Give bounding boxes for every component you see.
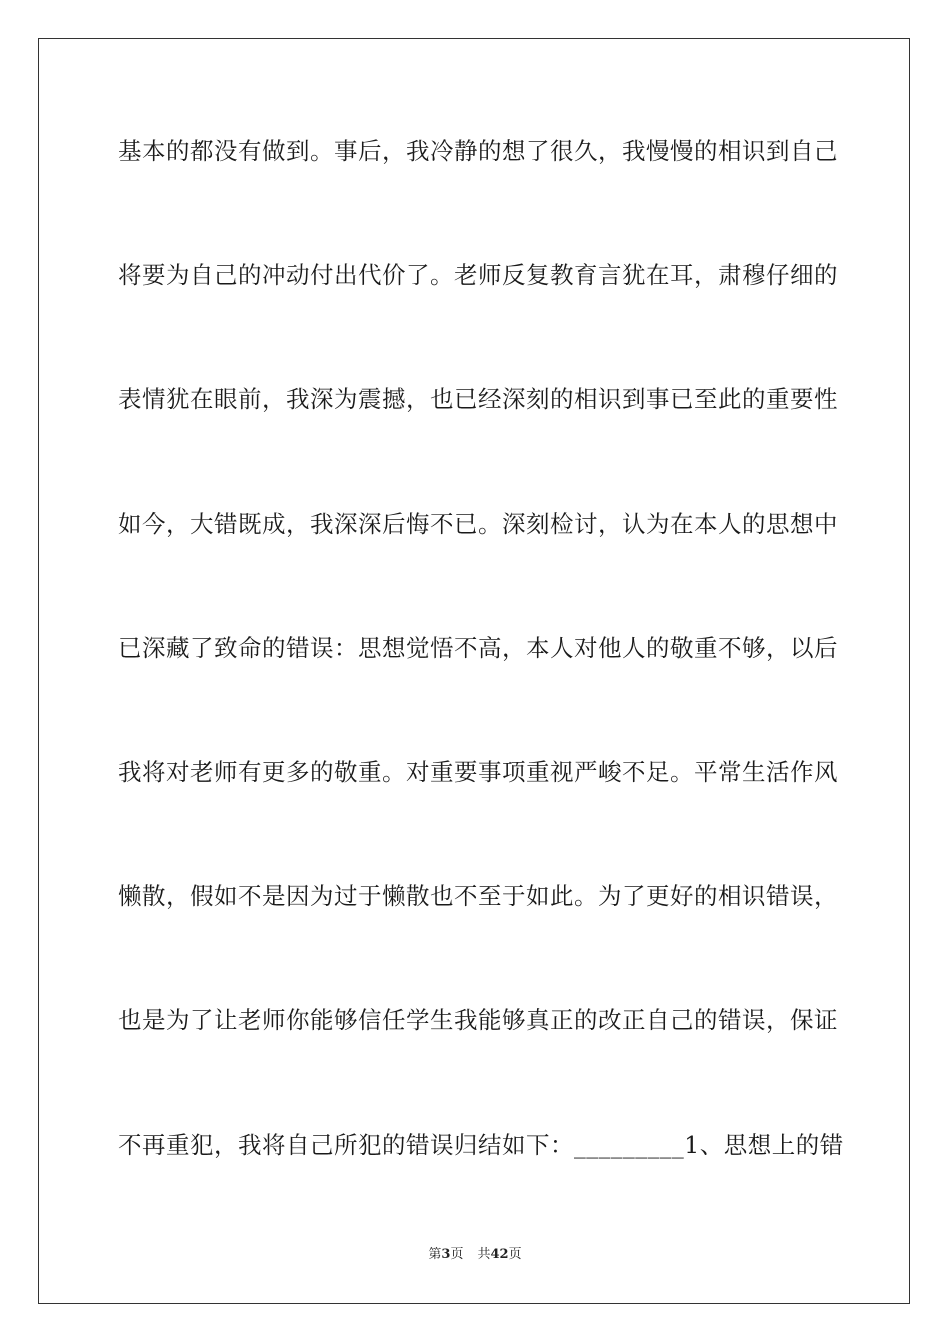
body-text-line-5: 已深藏了致命的错误：思想觉悟不高，本人对他人的敬重不够，以后 (118, 634, 838, 662)
body-text-line-2: 将要为自己的冲动付出代价了。老师反复教育言犹在耳，肃穆仔细的 (118, 261, 838, 289)
body-text-line-7: 懒散，假如不是因为过于懒散也不至于如此。为了更好的相识错误， (118, 882, 838, 910)
page-prefix: 第 (428, 1247, 442, 1262)
total-pages: 42 (490, 1247, 509, 1262)
body-text-line-6: 我将对老师有更多的敬重。对重要事项重视严峻不足。平常生活作风 (118, 758, 838, 786)
page-footer (0, 1246, 950, 1264)
body-text-line-4: 如今，大错既成，我深深后悔不已。深刻检讨，认为在本人的思想中 (118, 510, 838, 538)
body-text-line-3: 表情犹在眼前，我深为震撼，也已经深刻的相识到事已至此的重要性 (118, 385, 838, 413)
page-suffix: 页 (450, 1247, 464, 1262)
page-border (38, 38, 910, 1304)
page-number: 3 (441, 1247, 451, 1262)
body-text-line-9: 不再重犯，我将自己所犯的错误归结如下：_________1、思想上的错 (118, 1131, 844, 1159)
body-text-line-1: 基本的都没有做到。事后，我冷静的想了很久，我慢慢的相识到自己 (118, 137, 838, 165)
body-text-line-8: 也是为了让老师你能够信任学生我能够真正的改正自己的错误，保证 (118, 1006, 838, 1034)
total-suffix: 页 (508, 1247, 522, 1262)
total-prefix: 共 (477, 1247, 491, 1262)
